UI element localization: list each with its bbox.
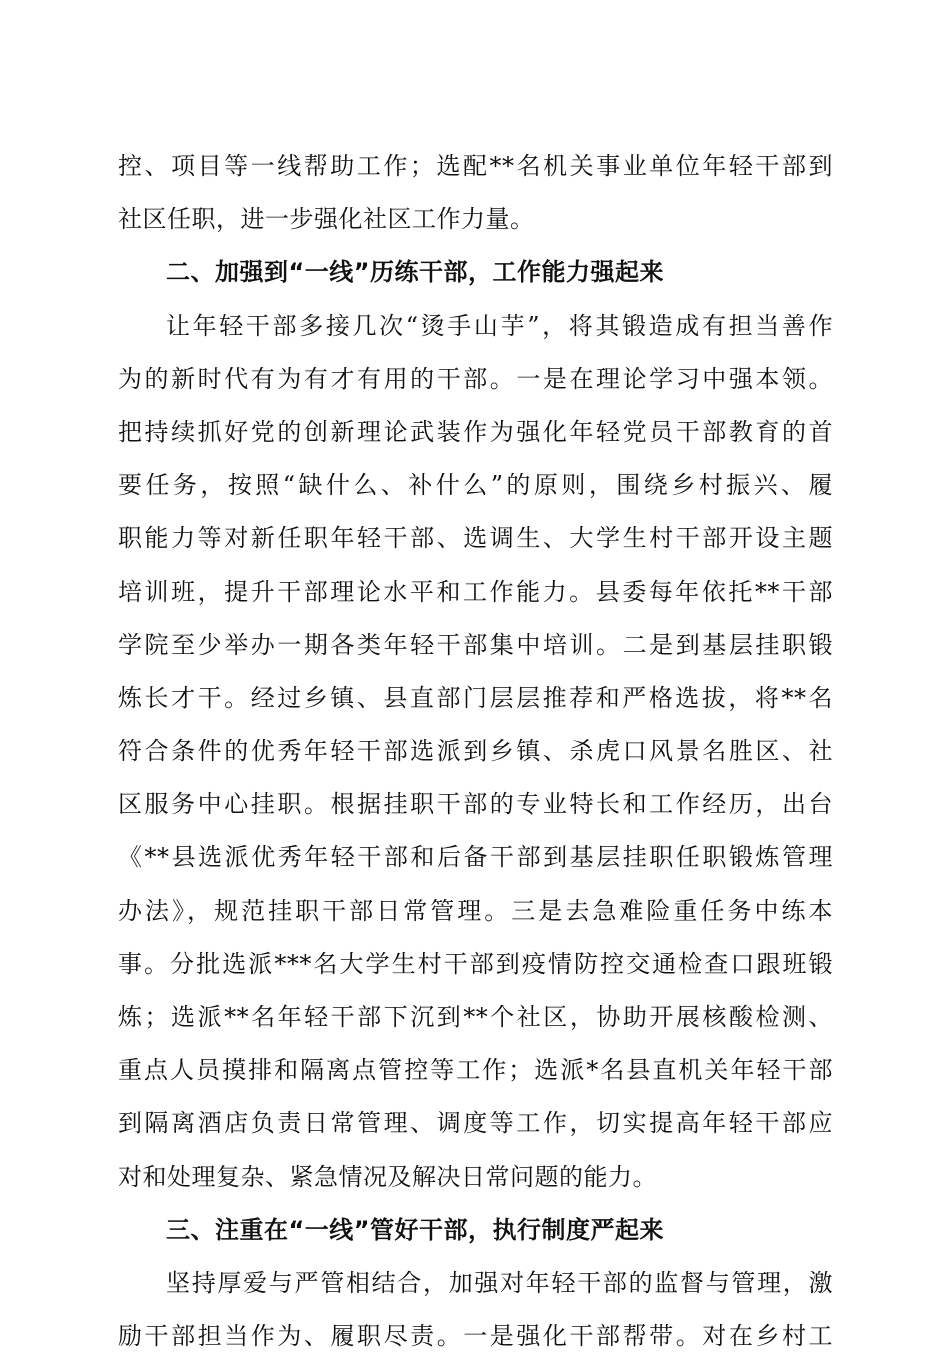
paragraph-line: 培训班，提升干部理论水平和工作能力。县委每年依托**干部 — [118, 577, 833, 606]
paragraph-line: 把持续抓好党的创新理论武装作为强化年轻党员干部教育的首 — [118, 417, 833, 446]
paragraph-line: 《**县选派优秀年轻干部和后备干部到基层挂职任职锻炼管理 — [118, 843, 833, 872]
paragraph-line: 事。分批选派***名大学生村干部到疫情防控交通检查口跟班锻 — [118, 949, 833, 978]
paragraph-line: 炼长才干。经过乡镇、县直部门层层推荐和严格选拔，将**名 — [118, 683, 833, 712]
paragraph-line: 励干部担当作为、履职尽责。一是强化干部帮带。对在乡村工 — [118, 1322, 833, 1351]
paragraph-line: 学院至少举办一期各类年轻干部集中培训。二是到基层挂职锻 — [118, 630, 833, 659]
paragraph-line: 重点人员摸排和隔离点管控等工作；选派*名县直机关年轻干部 — [118, 1056, 833, 1085]
paragraph-line: 办法》，规范挂职干部日常管理。三是去急难险重任务中练本 — [118, 896, 833, 925]
paragraph-line: 职能力等对新任职年轻干部、选调生、大学生村干部开设主题 — [118, 524, 833, 553]
document-body — [118, 140, 833, 1363]
paragraph-line: 让年轻干部多接几次“烫手山芋”，将其锻造成有担当善作 — [166, 311, 833, 340]
paragraph-line: 要任务，按照“缺什么、补什么”的原则，围绕乡村振兴、履 — [118, 471, 833, 500]
section-heading-3: 三、注重在“一线”管好干部，执行制度严起来 — [166, 1215, 665, 1244]
paragraph-line: 区服务中心挂职。根据挂职干部的专业特长和工作经历，出台 — [118, 790, 833, 819]
paragraph-line: 社区任职，进一步强化社区工作力量。 — [118, 205, 535, 234]
paragraph-line: 为的新时代有为有才有用的干部。一是在理论学习中强本领。 — [118, 364, 833, 393]
paragraph-line: 坚持厚爱与严管相结合，加强对年轻干部的监督与管理，激 — [166, 1268, 833, 1297]
paragraph-line: 对和处理复杂、紧急情况及解决日常问题的能力。 — [118, 1162, 657, 1191]
paragraph-line: 炼；选派**名年轻干部下沉到**个社区，协助开展核酸检测、 — [118, 1003, 833, 1031]
paragraph-line: 符合条件的优秀年轻干部选派到乡镇、杀虎口风景名胜区、社 — [118, 737, 833, 766]
section-heading-2: 二、加强到“一线”历练干部，工作能力强起来 — [166, 258, 665, 287]
paragraph-line: 控、项目等一线帮助工作；选配**名机关事业单位年轻干部到 — [118, 152, 833, 180]
paragraph-line: 到隔离酒店负责日常管理、调度等工作，切实提高年轻干部应 — [118, 1109, 833, 1138]
